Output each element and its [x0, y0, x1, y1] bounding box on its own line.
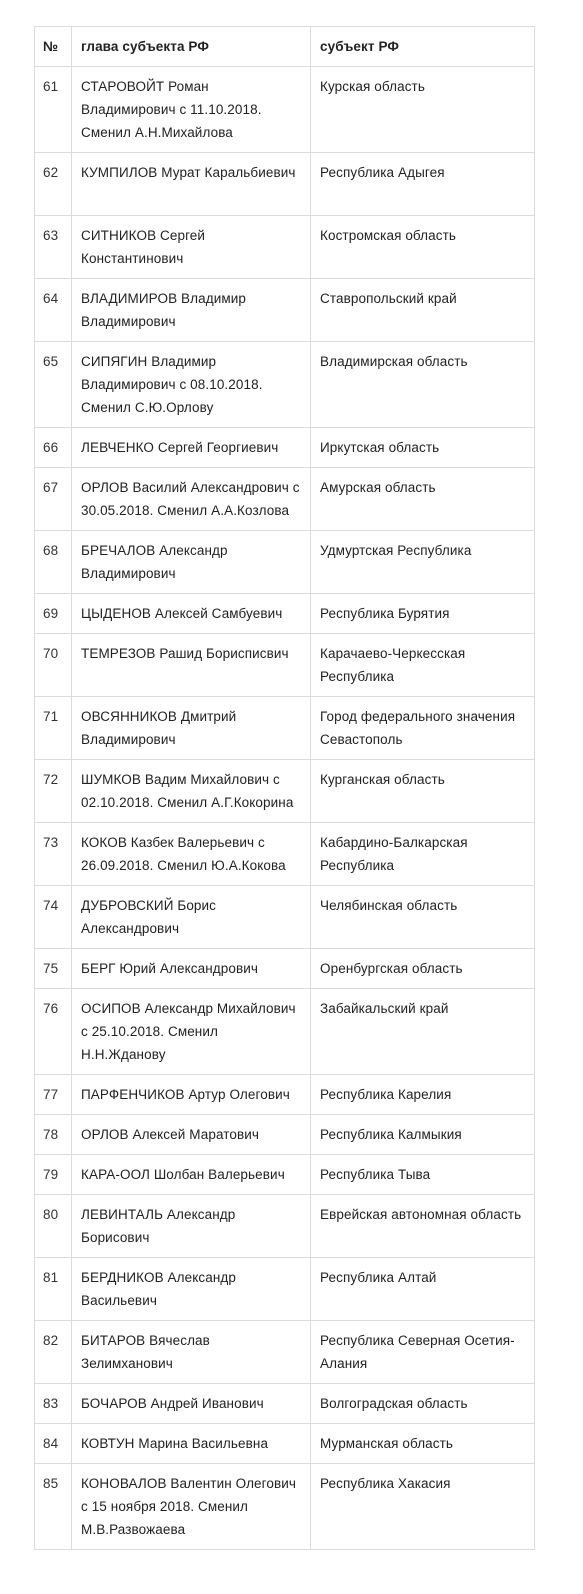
- table-row: [35, 1464, 535, 1550]
- table-row: [35, 531, 535, 594]
- row-head: БРЕЧАЛОВ Александр Владимирович: [72, 531, 311, 594]
- row-region: Карачаево-Черкесская Республика: [311, 634, 535, 697]
- table-row: [35, 1195, 535, 1258]
- table-row: [35, 468, 535, 531]
- row-number: 79: [35, 1155, 72, 1195]
- row-region: Республика Северная Осетия-Алания: [311, 1321, 535, 1384]
- row-head: БИТАРОВ Вячеслав Зелимханович: [72, 1321, 311, 1384]
- row-head: СИПЯГИН Владимир Владимирович с 08.10.2018. Сменил С.Ю.Орлову: [72, 342, 311, 428]
- header-head-of-region: глава субъекта РФ: [72, 27, 311, 67]
- row-number: 63: [35, 216, 72, 279]
- row-head: ОВСЯННИКОВ Дмитрий Владимирович: [72, 697, 311, 760]
- row-head: КОНОВАЛОВ Валентин Олегович с 15 ноября 2018. Сменил М.В.Развожаева: [72, 1464, 311, 1550]
- table-row: [35, 1424, 535, 1464]
- row-number: 78: [35, 1115, 72, 1155]
- row-head: ШУМКОВ Вадим Михайлович с 02.10.2018. Сменил А.Г.Кокорина: [72, 760, 311, 823]
- row-head: КУМПИЛОВ Мурат Каральбиевич: [72, 153, 311, 216]
- row-region: Республика Тыва: [311, 1155, 535, 1195]
- row-region: Челябинская область: [311, 886, 535, 949]
- row-head: СИТНИКОВ Сергей Константинович: [72, 216, 311, 279]
- row-number: 81: [35, 1258, 72, 1321]
- row-region: Республика Бурятия: [311, 594, 535, 634]
- row-head: ПАРФЕНЧИКОВ Артур Олегович: [72, 1075, 311, 1115]
- table-row: [35, 216, 535, 279]
- row-region: Амурская область: [311, 468, 535, 531]
- row-head: ЛЕВИНТАЛЬ Александр Борисович: [72, 1195, 311, 1258]
- table-row: [35, 697, 535, 760]
- header-number: №: [35, 27, 72, 67]
- table-row: [35, 342, 535, 428]
- row-head: ОРЛОВ Василий Александрович с 30.05.2018. Сменил А.А.Козлова: [72, 468, 311, 531]
- table-row: [35, 1115, 535, 1155]
- row-number: 74: [35, 886, 72, 949]
- row-head: БЕРДНИКОВ Александр Васильевич: [72, 1258, 311, 1321]
- row-number: 71: [35, 697, 72, 760]
- row-head: ДУБРОВСКИЙ Борис Александрович: [72, 886, 311, 949]
- row-region: Владимирская область: [311, 342, 535, 428]
- row-region: Республика Алтай: [311, 1258, 535, 1321]
- table-header-row: [35, 27, 535, 67]
- row-number: 64: [35, 279, 72, 342]
- row-head: ТЕМРЕЗОВ Рашид Борисписвич: [72, 634, 311, 697]
- table-row: [35, 1155, 535, 1195]
- row-head: ВЛАДИМИРОВ Владимир Владимирович: [72, 279, 311, 342]
- row-number: 82: [35, 1321, 72, 1384]
- row-region: Город федерального значения Севастополь: [311, 697, 535, 760]
- row-region: Республика Калмыкия: [311, 1115, 535, 1155]
- governors-table-container: [34, 26, 534, 1550]
- table-row: [35, 949, 535, 989]
- table-row: [35, 989, 535, 1075]
- row-region: Удмуртская Республика: [311, 531, 535, 594]
- row-head: ЦЫДЕНОВ Алексей Самбуевич: [72, 594, 311, 634]
- row-number: 80: [35, 1195, 72, 1258]
- row-number: 83: [35, 1384, 72, 1424]
- table-row: [35, 1258, 535, 1321]
- governors-table: [34, 26, 535, 1550]
- row-head: ОРЛОВ Алексей Маратович: [72, 1115, 311, 1155]
- row-region: Еврейская автономная область: [311, 1195, 535, 1258]
- row-number: 75: [35, 949, 72, 989]
- row-number: 62: [35, 153, 72, 216]
- row-number: 65: [35, 342, 72, 428]
- row-number: 69: [35, 594, 72, 634]
- row-number: 73: [35, 823, 72, 886]
- row-region: Республика Карелия: [311, 1075, 535, 1115]
- row-region: Иркутская область: [311, 428, 535, 468]
- table-row: [35, 67, 535, 153]
- header-region: субъект РФ: [311, 27, 535, 67]
- table-row: [35, 594, 535, 634]
- row-head: БОЧАРОВ Андрей Иванович: [72, 1384, 311, 1424]
- row-region: Курганская область: [311, 760, 535, 823]
- row-region: Волгоградская область: [311, 1384, 535, 1424]
- row-head: ОСИПОВ Александр Михайлович с 25.10.2018. Сменил Н.Н.Жданову: [72, 989, 311, 1075]
- table-row: [35, 634, 535, 697]
- table-row: [35, 823, 535, 886]
- table-row: [35, 1321, 535, 1384]
- row-head: БЕРГ Юрий Александрович: [72, 949, 311, 989]
- row-region: Костромская область: [311, 216, 535, 279]
- row-head: КОКОВ Казбек Валерьевич с 26.09.2018. Сменил Ю.А.Кокова: [72, 823, 311, 886]
- row-head: ЛЕВЧЕНКО Сергей Георгиевич: [72, 428, 311, 468]
- row-number: 72: [35, 760, 72, 823]
- table-row: [35, 760, 535, 823]
- row-number: 68: [35, 531, 72, 594]
- row-region: Мурманская область: [311, 1424, 535, 1464]
- table-row: [35, 1384, 535, 1424]
- row-number: 70: [35, 634, 72, 697]
- row-head: СТАРОВОЙТ Роман Владимирович с 11.10.2018. Сменил А.Н.Михайлова: [72, 67, 311, 153]
- row-number: 76: [35, 989, 72, 1075]
- table-row: [35, 1075, 535, 1115]
- table-row: [35, 153, 535, 216]
- row-region: Кабардино-Балкарская Республика: [311, 823, 535, 886]
- row-region: Курская область: [311, 67, 535, 153]
- row-number: 67: [35, 468, 72, 531]
- table-row: [35, 428, 535, 468]
- row-region: Забайкальский край: [311, 989, 535, 1075]
- row-region: Оренбургская область: [311, 949, 535, 989]
- row-region: Ставропольский край: [311, 279, 535, 342]
- row-head: КАРА-ООЛ Шолбан Валерьевич: [72, 1155, 311, 1195]
- row-region: Республика Хакасия: [311, 1464, 535, 1550]
- row-number: 85: [35, 1464, 72, 1550]
- row-number: 61: [35, 67, 72, 153]
- table-row: [35, 886, 535, 949]
- row-number: 66: [35, 428, 72, 468]
- row-number: 77: [35, 1075, 72, 1115]
- row-number: 84: [35, 1424, 72, 1464]
- row-head: КОВТУН Марина Васильевна: [72, 1424, 311, 1464]
- row-region: Республика Адыгея: [311, 153, 535, 216]
- table-row: [35, 279, 535, 342]
